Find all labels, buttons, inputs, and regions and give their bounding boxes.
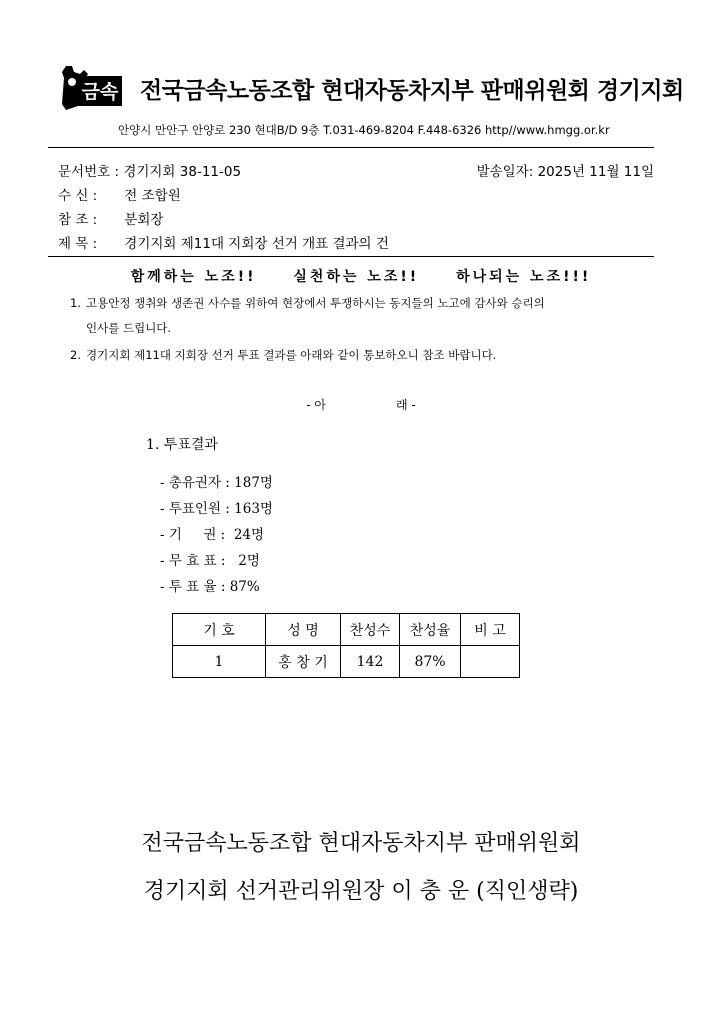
- table-cell: 1: [173, 646, 266, 678]
- section-title: 1. 투표결과: [146, 437, 218, 453]
- notice-heading: [0, 396, 722, 413]
- slogan-part: 함께하는 노조!!: [130, 269, 257, 285]
- result-item: - 무 효 표 : 2명: [160, 553, 260, 569]
- notice-right: 래 -: [396, 398, 416, 412]
- paragraph-number: 1.: [70, 296, 81, 310]
- sent-date: 발송일자: 2025년 11월 11일: [476, 164, 654, 180]
- recipient-row: [58, 184, 181, 204]
- result-item: - 기 권 : 24명: [160, 527, 265, 543]
- result-item: - 총유권자 : 187명: [160, 475, 273, 491]
- slogan-part: 실천하는 노조!!: [293, 269, 420, 285]
- table-cell: [461, 646, 520, 678]
- doc-number: 경기지회 38-11-05: [123, 164, 242, 180]
- paragraph-text: 인사를 드립니다.: [86, 321, 172, 335]
- paragraph-1: [70, 291, 630, 341]
- table-header: 찬성율: [400, 614, 461, 646]
- table-header: 찬성수: [341, 614, 400, 646]
- divider: [48, 256, 654, 257]
- result-list: [160, 470, 273, 600]
- paragraph-text: 경기지회 제11대 지회장 선거 투표 결과를 아래와 같이 통보하오니 참조 바랍니다.: [86, 348, 497, 362]
- result-item: - 투 표 율 : 87%: [160, 579, 260, 595]
- table-cell: 142: [341, 646, 400, 678]
- signature-line-2: 경기지회 선거관리위원장 이 충 운 (직인생략): [143, 879, 579, 904]
- result-item: - 투표인원 : 163명: [160, 501, 273, 517]
- table-header-row: [173, 614, 520, 646]
- paragraph-number: 2.: [70, 348, 81, 362]
- result-table: [172, 613, 520, 678]
- table-row: [173, 646, 520, 678]
- recipient-label: 수 신 :: [58, 188, 98, 204]
- paragraph-2: [70, 343, 630, 368]
- paragraph-text: 고용안정 쟁취와 생존권 사수를 위하여 현장에서 투쟁하시는 동지들의 노고에 감사와 승리의: [86, 296, 545, 310]
- table-header: 비 고: [461, 614, 520, 646]
- reference-label: 참 조 :: [58, 212, 98, 228]
- doc-number-label: 문서번호 :: [58, 164, 120, 180]
- table-header: 기 호: [173, 614, 266, 646]
- table-cell: 홍 창 기: [266, 646, 341, 678]
- slogan-part: 하나되는 노조!!!: [456, 269, 592, 285]
- org-title: 전국금속노동조합 현대자동차지부 판매위원회 경기지회: [140, 78, 684, 104]
- org-address: 안양시 만안구 안양로 230 현대B/D 9층 T.031-469-8204 F.448-6326 http//www.hmgg.or.kr: [118, 123, 610, 137]
- union-logo: [58, 64, 124, 112]
- reference: 분회장: [124, 212, 164, 228]
- notice-left: - 아: [306, 398, 326, 412]
- reference-row: [58, 208, 163, 228]
- recipient: 전 조합원: [124, 188, 181, 204]
- subject-label: 제 목 :: [58, 236, 98, 252]
- logo-text: 금속: [81, 81, 119, 103]
- table-header: 성 명: [266, 614, 341, 646]
- signature-line-1: 전국금속노동조합 현대자동차지부 판매위원회: [141, 831, 581, 856]
- slogan: [0, 266, 722, 286]
- subject: 경기지회 제11대 지회장 선거 개표 결과의 건: [124, 236, 389, 252]
- table-cell: 87%: [400, 646, 461, 678]
- subject-row: [58, 232, 389, 252]
- doc-number-row: [58, 160, 241, 180]
- divider: [48, 147, 654, 148]
